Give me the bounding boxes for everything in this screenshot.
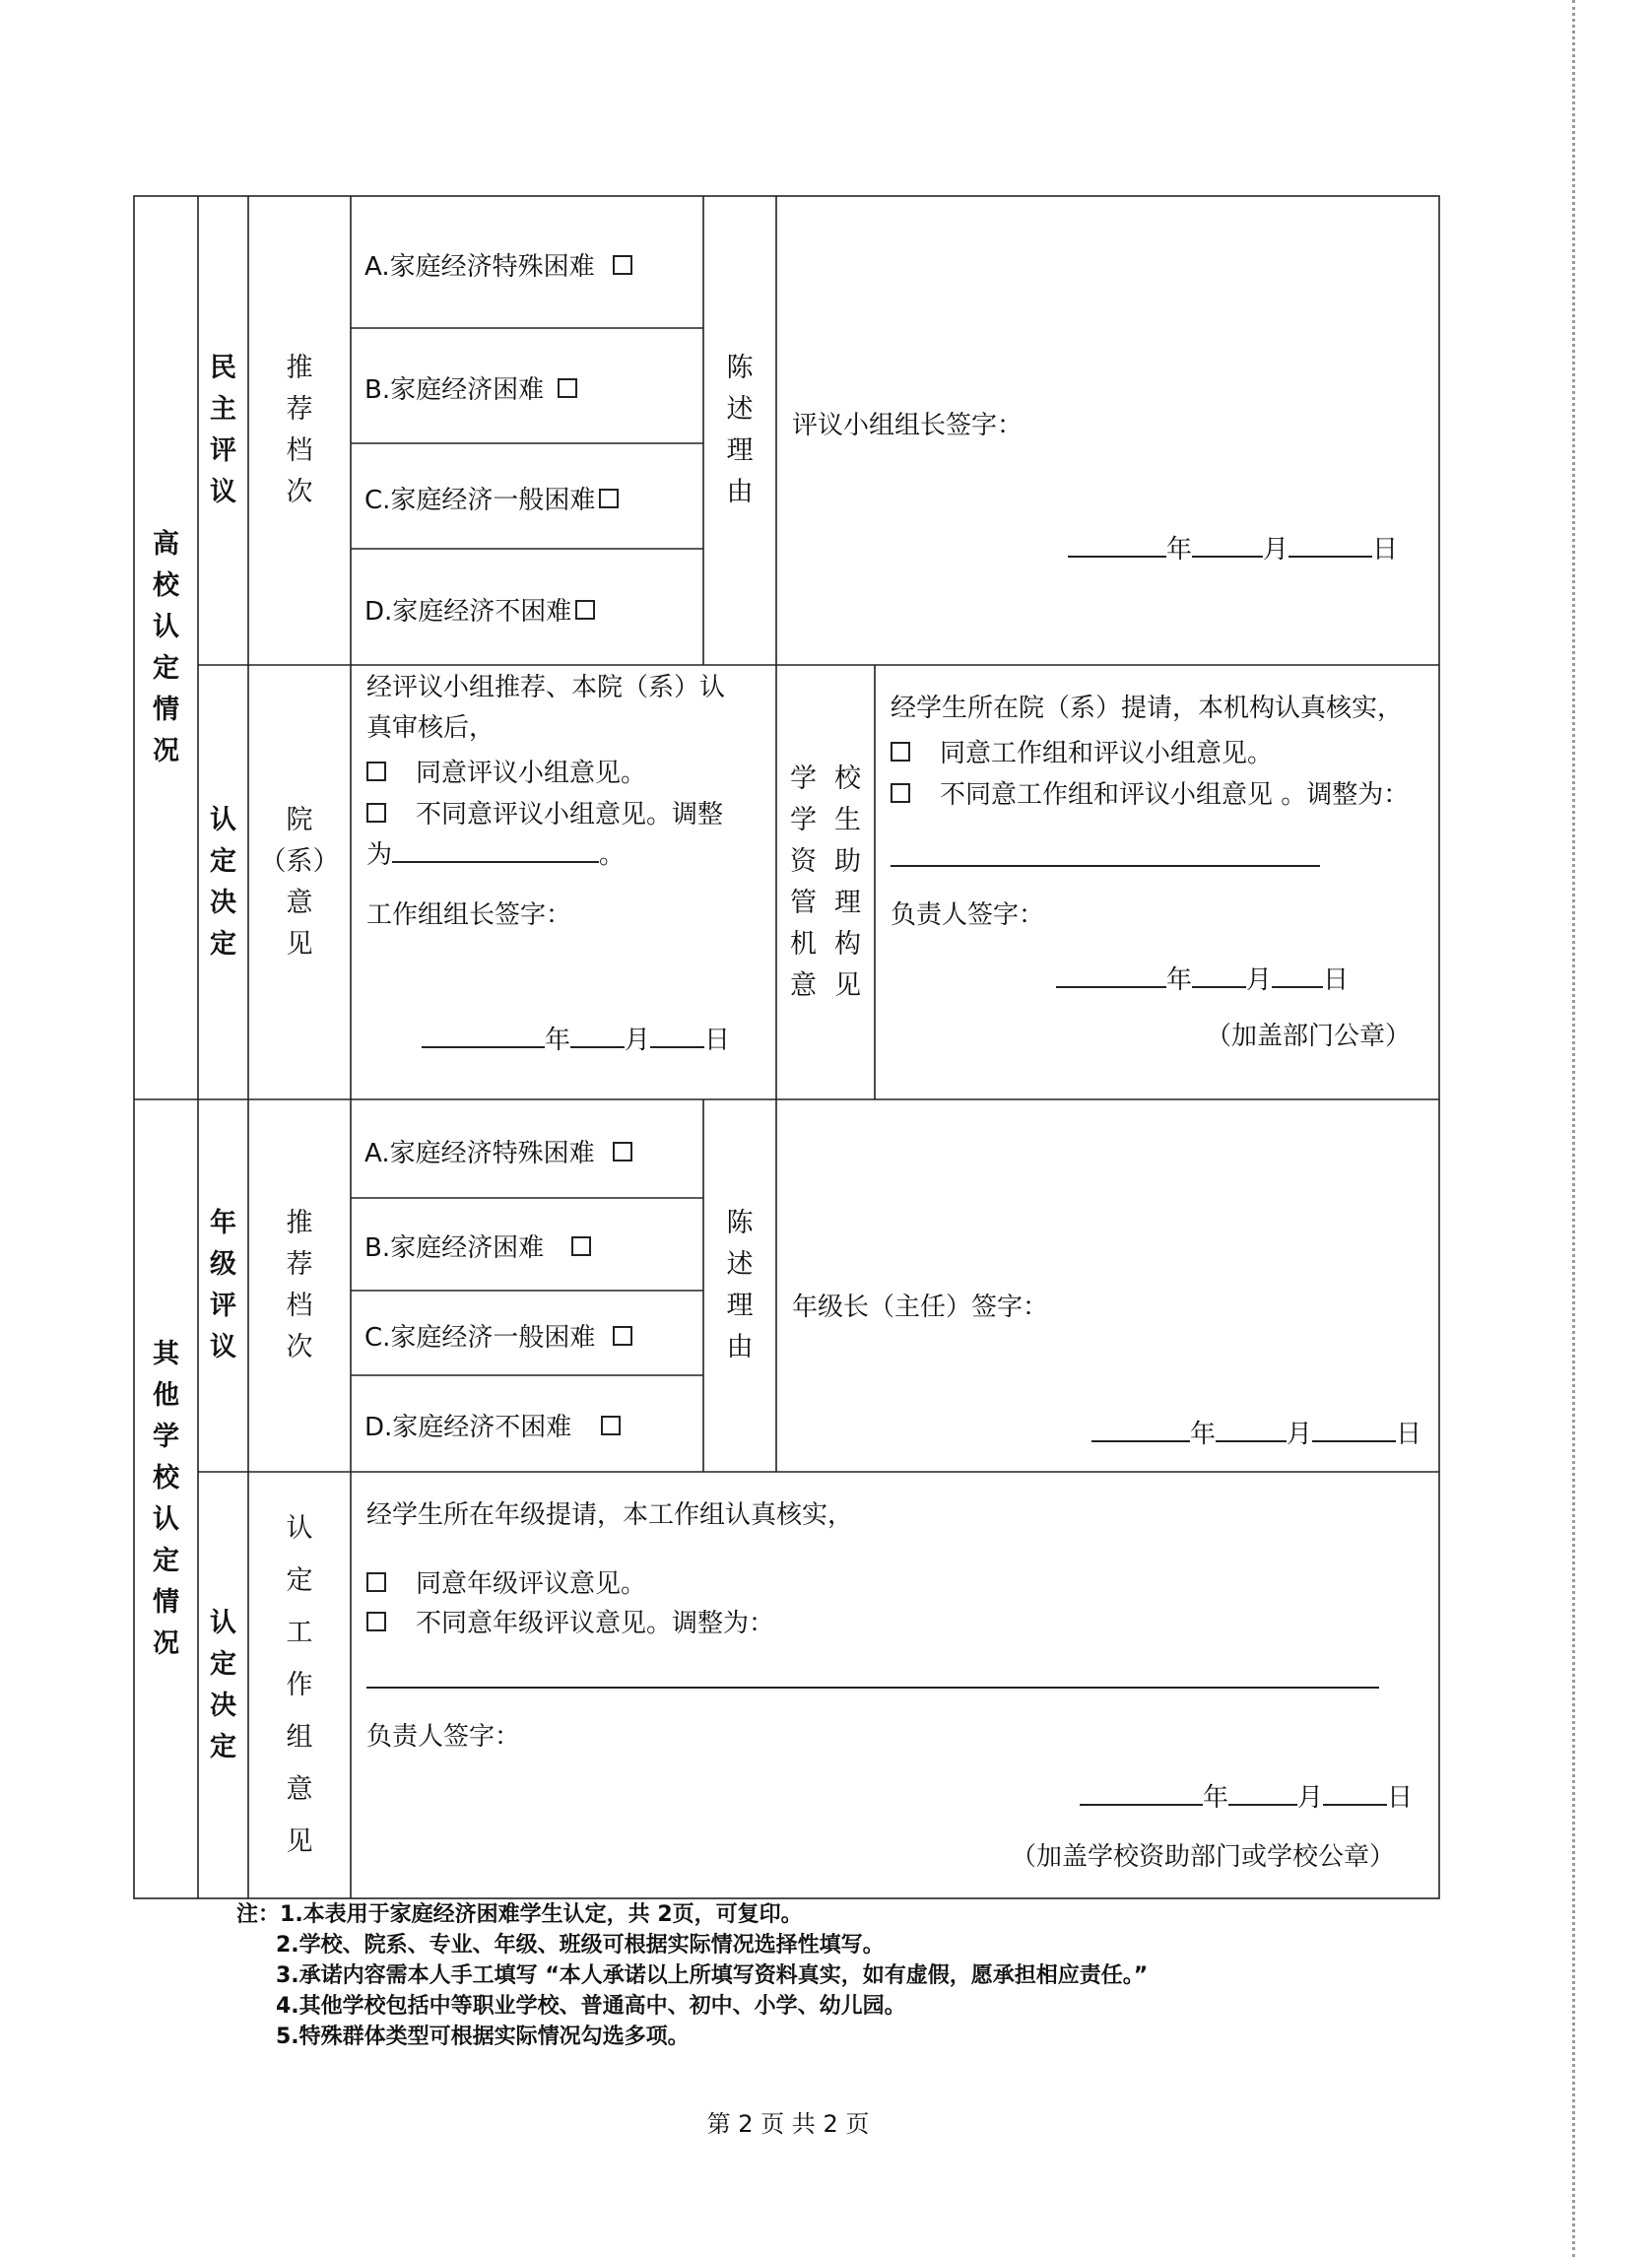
school-disagree-option[interactable] <box>891 774 1409 811</box>
label-char: 生 <box>834 804 861 835</box>
binding-dotted-line <box>1572 0 1575 2257</box>
label-char: 议 <box>210 477 236 507</box>
day-label: 日 <box>1396 1420 1422 1449</box>
dept-agree-option[interactable] <box>366 753 646 789</box>
label-char: 见 <box>286 928 313 960</box>
other-seal-note: （加盖学校资助部门或学校公章） <box>1011 1842 1396 1872</box>
option-label: A.家庭经济特殊困难 <box>364 252 595 282</box>
other-review-date[interactable] <box>1091 1415 1421 1451</box>
label-char: 述 <box>726 1249 754 1280</box>
year-label: 年 <box>1203 1783 1229 1813</box>
label-char: 次 <box>286 477 313 507</box>
label-col-2 <box>834 759 861 1007</box>
day-blank[interactable] <box>1289 530 1372 558</box>
label-char: （系） <box>259 845 340 877</box>
checkbox[interactable] <box>601 1416 621 1435</box>
year-label: 年 <box>1190 1420 1217 1449</box>
label-char: 决 <box>210 887 236 918</box>
label-char: 作 <box>286 1670 313 1700</box>
option-label: B.家庭经济困难 <box>364 375 545 405</box>
note-text: 4.其他学校包括中等职业学校、普通高中、初中、小学、幼儿园。 <box>276 1994 906 2019</box>
other-option-c[interactable] <box>364 1317 632 1354</box>
school-adjust-blank[interactable] <box>891 865 1320 867</box>
checkbox[interactable] <box>366 762 386 781</box>
month-label: 月 <box>1297 1783 1324 1813</box>
label-char: 构 <box>834 928 861 960</box>
day-blank[interactable] <box>1323 1778 1387 1806</box>
label-char: 理 <box>726 435 754 466</box>
label-char: 定 <box>286 1565 313 1596</box>
label-char: 组 <box>286 1722 313 1753</box>
checkbox[interactable] <box>366 1572 386 1592</box>
label-char: 荐 <box>286 394 313 425</box>
month-blank[interactable] <box>1216 1415 1287 1442</box>
label-char: 定 <box>210 928 236 960</box>
label-char: 陈 <box>726 1208 754 1238</box>
note-3 <box>236 1960 1148 1991</box>
other-review-label <box>198 1099 248 1472</box>
label-char: 意 <box>790 969 817 1001</box>
option-label: C.家庭经济一般困难 <box>364 486 596 515</box>
title-char: 学 <box>153 1421 179 1452</box>
label-char: 机 <box>790 928 817 960</box>
grade-disagree-option[interactable] <box>366 1603 774 1639</box>
dept-text-line1: 经评议小组推荐、本院（系）认 <box>366 673 726 702</box>
label-char: 资 <box>790 845 817 877</box>
other-recommend-level-label <box>248 1099 351 1472</box>
year-label: 年 <box>1166 965 1193 995</box>
note-text: 2.学校、院系、专业、年级、班级可根据实际情况选择性填写。 <box>276 1933 885 1958</box>
checkbox[interactable] <box>366 1612 386 1631</box>
year-blank[interactable] <box>1056 961 1166 988</box>
notes <box>236 1899 1148 2052</box>
label-char: 认 <box>286 1513 313 1544</box>
label-char: 档 <box>286 435 313 466</box>
note-4 <box>236 1991 1148 2022</box>
title-char: 情 <box>153 1586 179 1618</box>
other-option-a[interactable] <box>364 1133 632 1169</box>
label-char: 荐 <box>286 1249 313 1280</box>
title-char: 校 <box>153 1462 179 1494</box>
college-section-title <box>134 196 198 1099</box>
label-char: 工 <box>286 1618 313 1648</box>
option-label: 同意评议小组意见。 <box>416 759 647 788</box>
label-char: 主 <box>210 394 236 425</box>
label-char: 述 <box>726 394 754 425</box>
college-review-label <box>198 196 248 665</box>
notes-prefix: 注： <box>236 1902 281 1927</box>
label-char: 定 <box>210 1731 236 1762</box>
checkbox[interactable] <box>891 742 910 762</box>
option-label: A.家庭经济特殊困难 <box>364 1139 595 1168</box>
grade-agree-option[interactable] <box>366 1563 646 1600</box>
label-char: 民 <box>210 353 236 383</box>
option-label: 不同意评议小组意见。调整 <box>416 800 724 830</box>
day-blank[interactable] <box>1272 961 1323 988</box>
checkbox[interactable] <box>599 489 619 508</box>
label-char: 理 <box>726 1291 754 1321</box>
school-date[interactable] <box>1056 961 1349 997</box>
label-char: 见 <box>286 1826 313 1857</box>
day-blank[interactable] <box>1312 1415 1396 1442</box>
title-char: 认 <box>153 1503 179 1535</box>
college-review-date[interactable] <box>1068 530 1398 566</box>
label-char: 学 <box>790 763 817 794</box>
label-char: 定 <box>210 845 236 877</box>
college-reason-label <box>703 196 776 665</box>
day-label: 日 <box>1387 1783 1414 1813</box>
month-label: 月 <box>1246 965 1273 995</box>
college-decision-label <box>198 665 248 1099</box>
month-blank[interactable] <box>1228 1778 1297 1806</box>
school-sign-label: 负责人签字： <box>891 900 1045 930</box>
other-option-b[interactable] <box>364 1228 591 1264</box>
label-char: 由 <box>726 477 754 507</box>
college-review-sign-label: 评议小组组长签字： <box>792 411 1024 440</box>
checkbox[interactable] <box>571 1236 591 1256</box>
dept-text-line2: 真审核后， <box>366 713 496 743</box>
work-group-opinion-label <box>248 1472 351 1898</box>
title-char: 认 <box>153 611 179 642</box>
college-dept-opinion-label <box>248 665 351 1099</box>
label-char: 意 <box>286 1774 313 1805</box>
month-blank[interactable] <box>570 1021 625 1048</box>
label-char: 认 <box>210 804 236 835</box>
option-label: 不同意年级评议意见。调整为： <box>416 1609 775 1638</box>
note-text: 5.特殊群体类型可根据实际情况勾选多项。 <box>276 2025 690 2049</box>
note-1 <box>236 1899 1148 1930</box>
adjust-prefix: 为 <box>366 840 393 870</box>
title-char: 况 <box>153 1627 179 1659</box>
note-text: 3.承诺内容需本人手工填写 “本人承诺以上所填写资料真实，如有虚假，愿承担相应责任。” <box>276 1963 1149 1988</box>
year-label: 年 <box>1166 535 1193 564</box>
other-option-d[interactable] <box>364 1407 621 1443</box>
college-option-b[interactable] <box>364 369 577 406</box>
title-char: 况 <box>153 735 179 766</box>
day-label: 日 <box>704 1026 731 1055</box>
other-decision-label <box>198 1472 248 1898</box>
dept-date[interactable] <box>422 1021 730 1057</box>
label-char: 见 <box>834 969 861 1001</box>
option-label: 同意年级评议意见。 <box>416 1569 647 1599</box>
title-char: 定 <box>153 1545 179 1576</box>
label-char: 决 <box>210 1690 236 1721</box>
school-seal-note: （加盖部门公章） <box>1206 1022 1412 1051</box>
option-label: C.家庭经济一般困难 <box>364 1323 596 1353</box>
label-char: 学 <box>790 804 817 835</box>
label-char: 院 <box>286 804 313 835</box>
year-blank[interactable] <box>1068 530 1166 558</box>
option-label: D.家庭经济不困难 <box>364 1413 572 1442</box>
option-label: D.家庭经济不困难 <box>364 597 572 627</box>
month-label: 月 <box>1287 1420 1313 1449</box>
year-blank[interactable] <box>422 1021 545 1048</box>
year-label: 年 <box>545 1026 571 1055</box>
label-char: 校 <box>834 763 861 794</box>
title-char: 校 <box>153 569 179 601</box>
other-section-title <box>134 1099 198 1898</box>
title-char: 情 <box>153 694 179 725</box>
college-option-c[interactable] <box>364 480 619 516</box>
label-char: 级 <box>210 1249 236 1280</box>
title-char: 他 <box>153 1379 179 1411</box>
note-2 <box>236 1930 1148 1960</box>
label-char: 议 <box>210 1332 236 1362</box>
checkbox[interactable] <box>613 255 632 275</box>
other-reason-label <box>703 1099 776 1472</box>
label-char: 由 <box>726 1332 754 1362</box>
checkbox[interactable] <box>891 783 910 803</box>
work-group-text: 经学生所在年级提请，本工作组认真核实， <box>366 1500 854 1530</box>
school-agree-option[interactable] <box>891 733 1273 769</box>
title-char: 定 <box>153 652 179 684</box>
label-char: 评 <box>210 435 236 466</box>
label-char: 助 <box>834 845 861 877</box>
checkbox[interactable] <box>366 803 386 823</box>
college-recommend-level-label <box>248 196 351 665</box>
label-char: 年 <box>210 1208 236 1238</box>
school-text: 经学生所在院（系）提请，本机构认真核实， <box>891 694 1404 723</box>
month-label: 月 <box>1263 535 1289 564</box>
month-label: 月 <box>625 1026 651 1055</box>
label-char: 意 <box>286 887 313 918</box>
dept-disagree-option[interactable] <box>366 794 723 830</box>
note-5 <box>236 2022 1148 2052</box>
year-blank[interactable] <box>1080 1778 1203 1806</box>
other-decision-date[interactable] <box>1080 1778 1413 1815</box>
adjust-suffix: 。 <box>599 840 626 870</box>
label-col-1 <box>790 759 817 1007</box>
label-char: 管 <box>790 887 817 918</box>
option-label: 同意工作组和评议小组意见。 <box>940 739 1274 768</box>
title-char: 其 <box>153 1338 179 1369</box>
checkbox[interactable] <box>575 600 595 620</box>
college-option-d[interactable] <box>364 591 595 628</box>
option-label: B.家庭经济困难 <box>364 1233 545 1263</box>
year-blank[interactable] <box>1091 1415 1190 1442</box>
label-char: 认 <box>210 1607 236 1638</box>
note-text: 1.本表用于家庭经济困难学生认定，共 2页，可复印。 <box>280 1902 803 1927</box>
day-label: 日 <box>1372 535 1399 564</box>
checkbox[interactable] <box>558 378 577 398</box>
adjust-blank[interactable] <box>392 835 599 863</box>
school-aid-office-label <box>776 665 875 1099</box>
checkbox[interactable] <box>613 1142 632 1162</box>
dept-adjust-line[interactable] <box>366 835 625 872</box>
page-number: 第 2 页 共 2 页 <box>706 2110 870 2138</box>
label-char: 推 <box>286 353 313 383</box>
label-char: 理 <box>834 887 861 918</box>
title-char: 高 <box>153 528 179 560</box>
label-char: 评 <box>210 1291 236 1321</box>
month-blank[interactable] <box>1192 961 1246 988</box>
grade-leader-sign-label: 年级长（主任）签字： <box>792 1293 1049 1322</box>
checkbox[interactable] <box>613 1326 632 1346</box>
other-sign-label: 负责人签字： <box>366 1722 521 1752</box>
label-char: 定 <box>210 1648 236 1680</box>
college-option-a[interactable] <box>364 246 632 283</box>
label-char: 推 <box>286 1208 313 1238</box>
label-char: 次 <box>286 1332 313 1362</box>
day-blank[interactable] <box>650 1021 704 1048</box>
option-label: 不同意工作组和评议小组意见 。调整为： <box>940 780 1410 810</box>
label-char: 档 <box>286 1291 313 1321</box>
dept-sign-label: 工作组组长签字： <box>366 900 572 930</box>
day-label: 日 <box>1323 965 1350 995</box>
month-blank[interactable] <box>1192 530 1263 558</box>
label-char: 陈 <box>726 353 754 383</box>
grade-adjust-blank[interactable] <box>366 1687 1379 1689</box>
